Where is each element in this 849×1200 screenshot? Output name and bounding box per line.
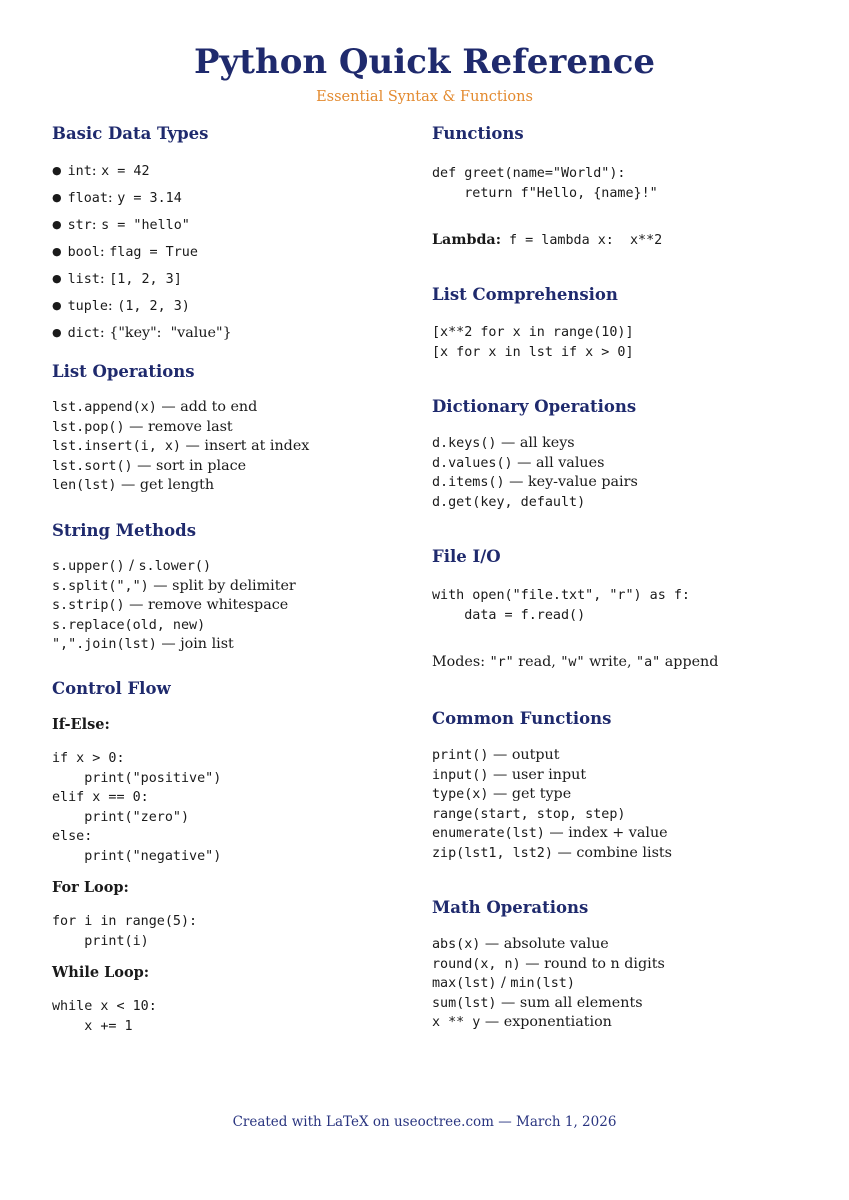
- list-item: ● int: x = 42: [52, 158, 382, 185]
- list-item: range(start, stop, step): [432, 806, 626, 822]
- section-control-flow: [52, 679, 382, 1036]
- page-subtitle: Essential Syntax & Functions: [316, 89, 533, 105]
- page-title: Python Quick Reference: [193, 42, 656, 82]
- section-file-io: [432, 547, 772, 673]
- list-item: d.keys() — all keys: [432, 435, 575, 451]
- list-item: lst.append(x) — add to end: [52, 399, 258, 415]
- while-loop-code: while x < 10: x += 1: [52, 999, 157, 1034]
- list-item: s.upper() / s.lower(): [52, 558, 212, 574]
- list-item: len(lst) — get length: [52, 477, 215, 493]
- for-loop-label: For Loop:: [52, 879, 129, 896]
- section-string-methods: [52, 521, 382, 655]
- section-functions: [432, 124, 772, 251]
- list-item: s.split(",") — split by delimiter: [52, 577, 296, 594]
- list-item: d.get(key, default): [432, 494, 586, 510]
- section-heading: Functions: [432, 124, 524, 143]
- list-comprehension-code: [x**2 for x in range(10)] [x for x in lst if x > 0]: [432, 325, 634, 360]
- list-item: d.values() — all values: [432, 454, 605, 471]
- section-heading: List Operations: [52, 362, 195, 381]
- list-item: ● float: y = 3.14: [52, 185, 382, 212]
- list-item: input() — user input: [432, 766, 587, 783]
- list-item: print() — output: [432, 747, 560, 763]
- while-loop-label: While Loop:: [52, 964, 150, 981]
- section-math-operations: [432, 898, 772, 1033]
- list-item: enumerate(lst) — index + value: [432, 825, 668, 841]
- list-item: ● dict: {"key": "value"}: [52, 320, 382, 347]
- section-heading: String Methods: [52, 521, 196, 540]
- function-code: def greet(name="World"): return f"Hello, {name}!": [432, 166, 658, 201]
- list-item: ● tuple: (1, 2, 3): [52, 293, 382, 320]
- list-item: type(x) — get type: [432, 786, 572, 802]
- section-heading: List Comprehension: [432, 285, 618, 304]
- section-heading: File I/O: [432, 547, 501, 566]
- section-basic-data-types: [52, 124, 382, 347]
- for-loop-code: for i in range(5): print(i): [52, 914, 198, 949]
- list-item: s.strip() — remove whitespace: [52, 597, 289, 613]
- list-item: lst.pop() — remove last: [52, 418, 233, 435]
- list-item: ● bool: flag = True: [52, 239, 382, 266]
- list-item: s.replace(old, new): [52, 617, 206, 633]
- list-item: d.items() — key-value pairs: [432, 474, 638, 490]
- section-dictionary-operations: [432, 397, 772, 512]
- list-item: abs(x) — absolute value: [432, 936, 609, 952]
- page-footer: Created with LaTeX on useoctree.com — March 1, 2026: [232, 1114, 617, 1130]
- list-item: round(x, n) — round to n digits: [432, 955, 665, 972]
- section-list-comprehension: [432, 285, 772, 362]
- if-else-code: if x > 0: print("positive") elif x == 0: print("zero") else: print("negative"): [52, 751, 222, 864]
- lambda-line: Lambda: f = lambda x: x**2: [432, 232, 663, 248]
- file-modes-line: Modes: "r" read, "w" write, "a" append: [432, 654, 719, 670]
- list-item: lst.sort() — sort in place: [52, 457, 247, 474]
- list-item: ● str: s = "hello": [52, 212, 382, 239]
- list-item: sum(lst) — sum all elements: [432, 994, 643, 1011]
- basic-types-list: [52, 158, 382, 347]
- list-item: zip(lst1, lst2) — combine lists: [432, 844, 672, 861]
- section-heading: Basic Data Types: [52, 124, 209, 143]
- if-else-label: If-Else:: [52, 716, 110, 733]
- list-item: max(lst) / min(lst): [432, 975, 575, 991]
- section-heading: Common Functions: [432, 709, 612, 728]
- file-io-code: with open("file.txt", "r") as f: data = f.read(): [432, 588, 690, 623]
- section-heading: Math Operations: [432, 898, 589, 917]
- list-item: ",".join(lst) — join list: [52, 636, 234, 652]
- section-list-operations: [52, 362, 382, 496]
- section-heading: Control Flow: [52, 679, 171, 698]
- section-common-functions: [432, 709, 772, 863]
- list-item: lst.insert(i, x) — insert at index: [52, 438, 310, 454]
- list-item: x ** y — exponentiation: [432, 1014, 612, 1030]
- list-item: ● list: [1, 2, 3]: [52, 266, 382, 293]
- section-heading: Dictionary Operations: [432, 397, 637, 416]
